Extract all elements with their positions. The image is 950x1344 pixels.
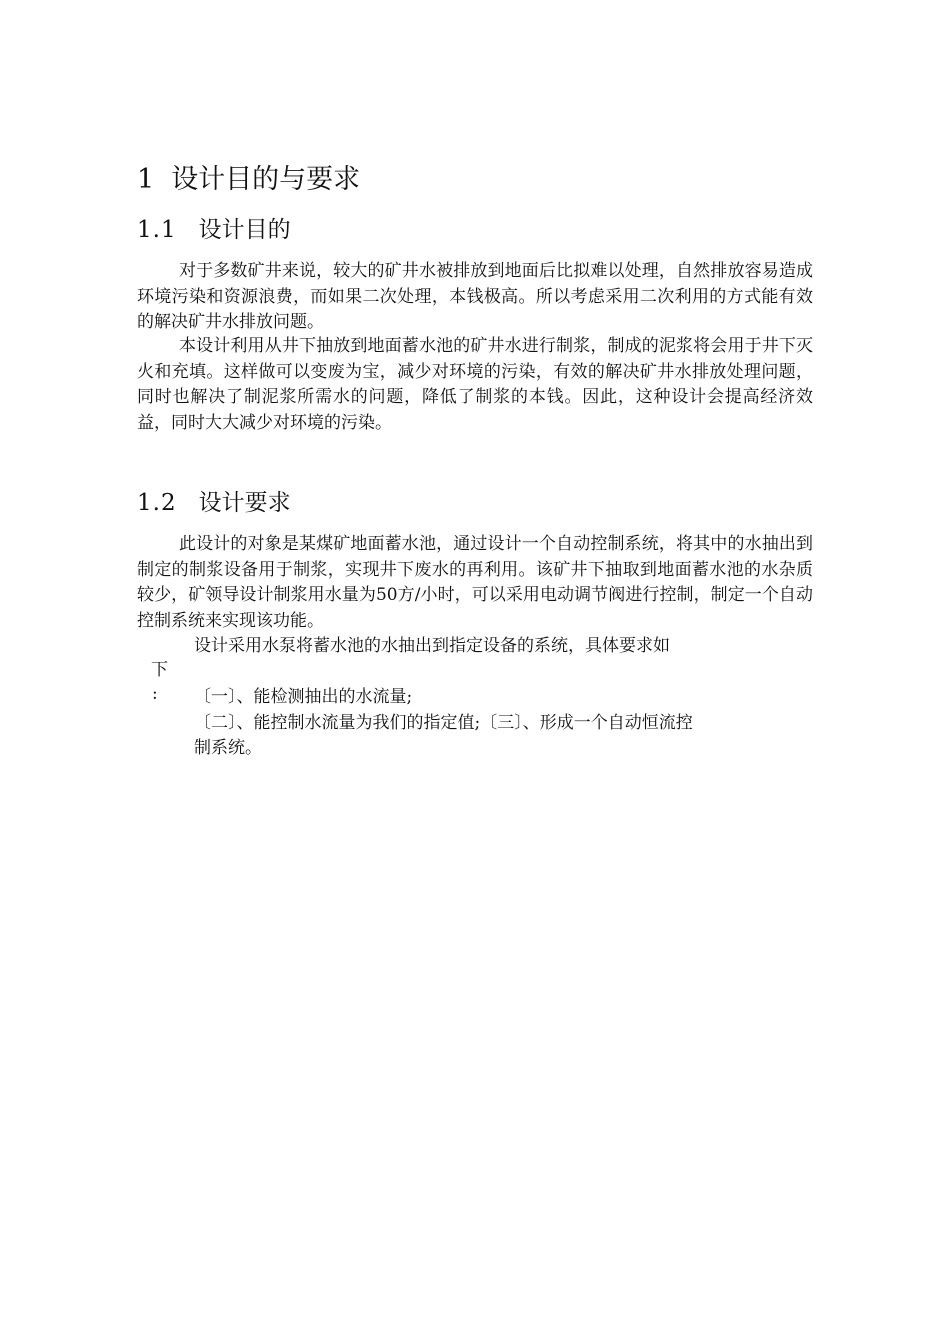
requirements-intro-colon: : xyxy=(152,684,158,704)
section-1-1-number: 1.1 xyxy=(137,217,177,243)
purpose-paragraph-1: 对于多数矿井来说，较大的矿井水被排放到地面后比拟难以处理，自然排放容易造成环境污染和资源浪费，而如果二次处理，本钱极高。所以考虑采用二次利用的方式能有效的解决矿井水排放问题。 xyxy=(137,261,813,332)
section-1-2-title: 设计要求 xyxy=(198,490,291,516)
requirement-item-3: 制系统。 xyxy=(194,738,262,758)
requirements-intro-tail: 下 xyxy=(151,660,168,680)
requirements-intro: 设计采用水泵将蓄水池的水抽出到指定设备的系统，具体要求如 xyxy=(194,636,670,656)
purpose-paragraph-2: 本设计利用从井下抽放到地面蓄水池的矿井水进行制浆，制成的泥浆将会用于井下灭火和充填。这样做可以变废为宝，减少对环境的污染，有效的解决矿井水排放处理问题，同时也解决了制泥浆所需水的问题，降低了制浆的本钱。因此，这种设计会提高经济效益，同时大大减少对环境的污染。 xyxy=(137,336,813,433)
section-1-1-heading xyxy=(137,214,291,246)
section-1-heading xyxy=(137,162,360,198)
section-1-title: 设计目的与要求 xyxy=(171,164,361,195)
requirement-item-1: 〔一〕、能检测抽出的水流量; xyxy=(194,687,413,707)
section-1-2-number: 1.2 xyxy=(137,490,177,516)
requirement-item-2: 〔二〕、能控制水流量为我们的指定值;〔三〕、形成一个自动恒流控 xyxy=(194,713,693,733)
section-1-1-title: 设计目的 xyxy=(198,217,291,243)
section-1-number: 1 xyxy=(137,164,156,195)
requirements-paragraph: 此设计的对象是某煤矿地面蓄水池，通过设计一个自动控制系统，将其中的水抽出到制定的制浆设备用于制浆，实现井下废水的再利用。该矿井下抽取到地面蓄水池的水杂质较少，矿领导设计制浆用水量为50方/小时，可以采用电动调节阀进行控制，制定一个自动控制系统来实现该功能。 xyxy=(137,534,813,631)
section-1-2-heading xyxy=(137,487,291,519)
